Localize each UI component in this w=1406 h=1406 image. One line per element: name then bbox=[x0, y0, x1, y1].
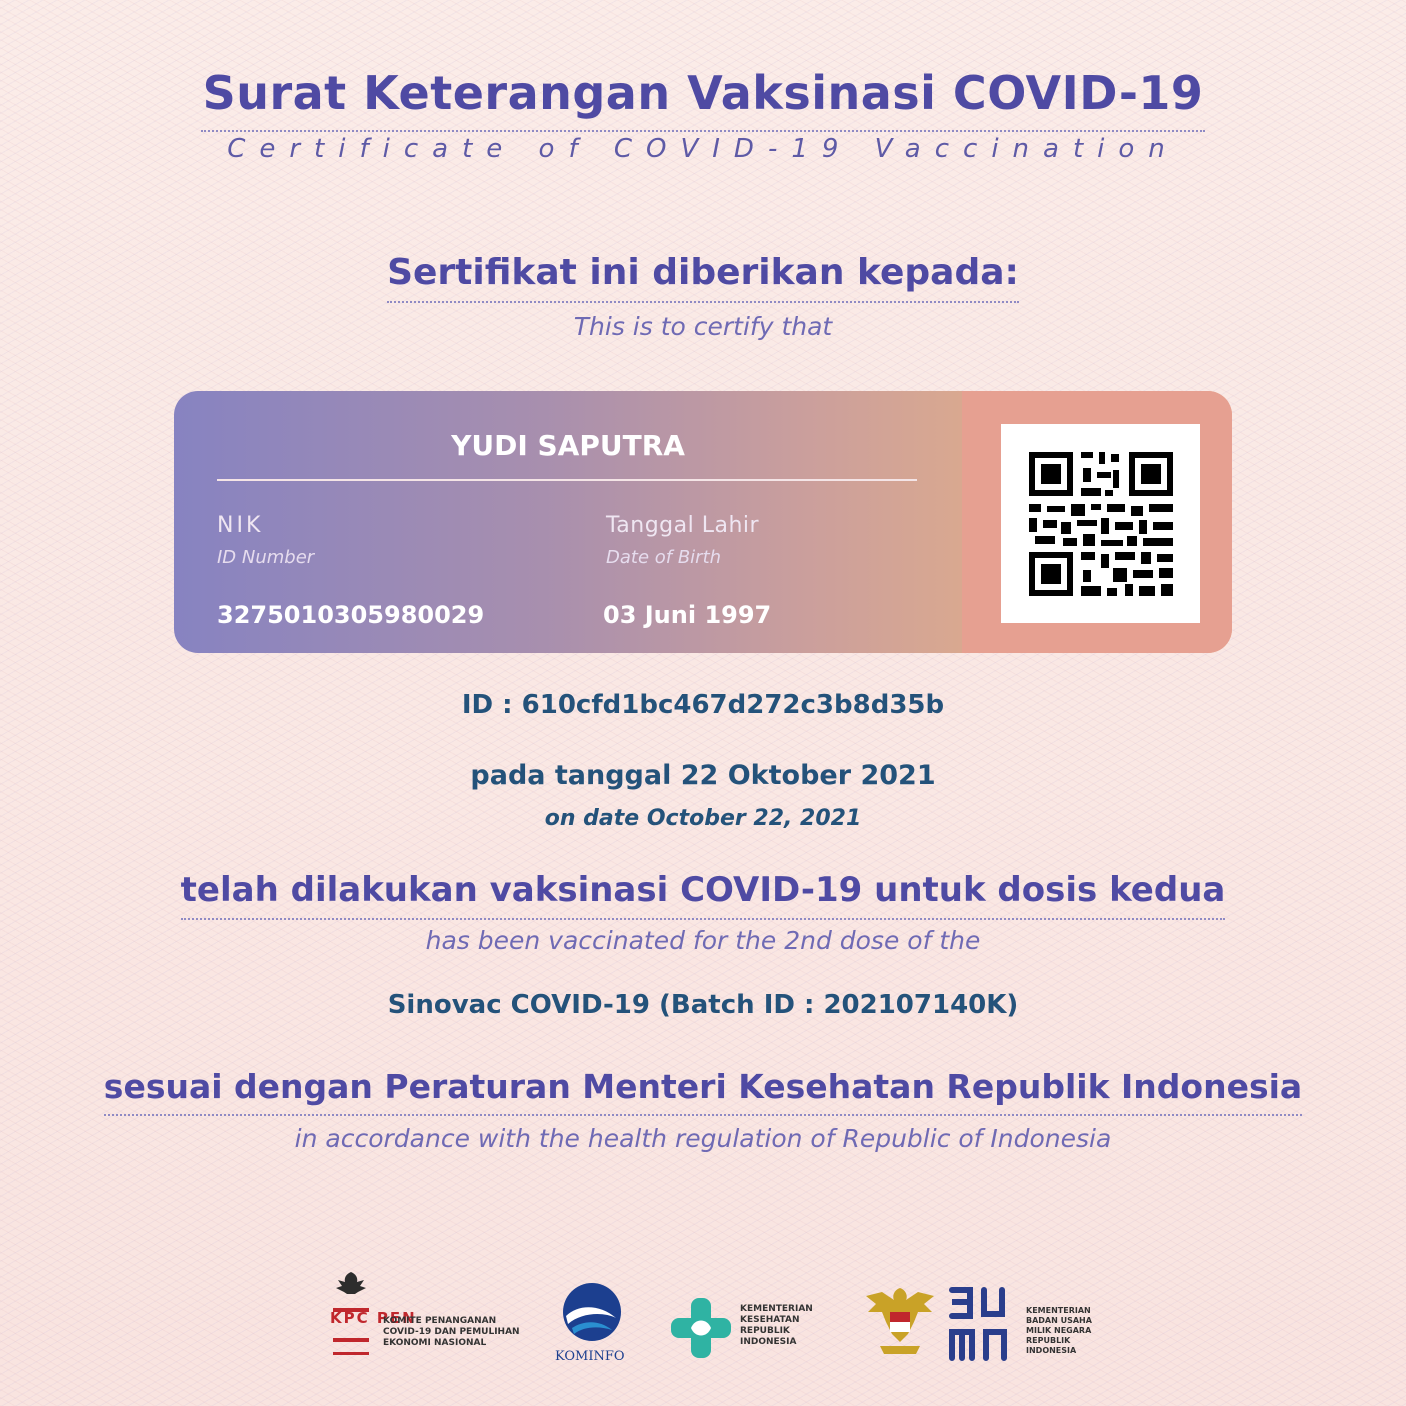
bumn-icon bbox=[948, 1284, 1018, 1362]
certify-subheading: This is to certify that bbox=[573, 312, 833, 341]
certificate-subtitle: Certificate of COVID-19 Vaccination bbox=[227, 134, 1179, 164]
dob-sublabel: Date of Birth bbox=[606, 547, 722, 568]
holder-name: YUDI SAPUTRA bbox=[451, 429, 685, 462]
dob-label: Tanggal Lahir bbox=[606, 513, 760, 538]
nik-sublabel: ID Number bbox=[217, 547, 315, 568]
nik-label: NIK bbox=[217, 513, 264, 538]
certificate-title: Surat Keterangan Vaksinasi COVID-19 bbox=[0, 66, 1406, 132]
kemenkes-icon bbox=[669, 1296, 733, 1360]
garuda-pancasila-icon bbox=[862, 1282, 938, 1362]
vaccination-date-en: on date October 22, 2021 bbox=[544, 806, 862, 831]
vaccination-subheading: has been vaccinated for the 2nd dose of the bbox=[425, 926, 981, 955]
kominfo-text: KOMINFO bbox=[555, 1349, 625, 1364]
kpcpen-mark: KPC PEN bbox=[330, 1309, 417, 1327]
vaccine-batch: Sinovac COVID-19 (Batch ID : 202107140K) bbox=[387, 990, 1019, 1020]
card-divider bbox=[217, 479, 917, 481]
certify-heading: Sertifikat ini diberikan kepada: bbox=[0, 252, 1406, 303]
regulation-heading: sesuai dengan Peraturan Menteri Kesehatan Republik Indonesia bbox=[0, 1067, 1406, 1116]
dob-value: 03 Juni 1997 bbox=[603, 601, 772, 629]
certificate-id: ID : 610cfd1bc467d272c3b8d35b bbox=[461, 690, 945, 720]
regulation-subheading: in accordance with the health regulation of Republic of Indonesia bbox=[294, 1124, 1112, 1153]
vaccination-date: pada tanggal 22 Oktober 2021 bbox=[470, 760, 936, 791]
nik-value: 3275010305980029 bbox=[217, 601, 485, 629]
qr-code-graphic bbox=[1001, 424, 1200, 623]
kominfo-icon bbox=[558, 1282, 626, 1344]
qr-code-icon[interactable] bbox=[1001, 424, 1200, 623]
vaccination-heading: telah dilakukan vaksinasi COVID-19 untuk dosis kedua bbox=[0, 870, 1406, 920]
